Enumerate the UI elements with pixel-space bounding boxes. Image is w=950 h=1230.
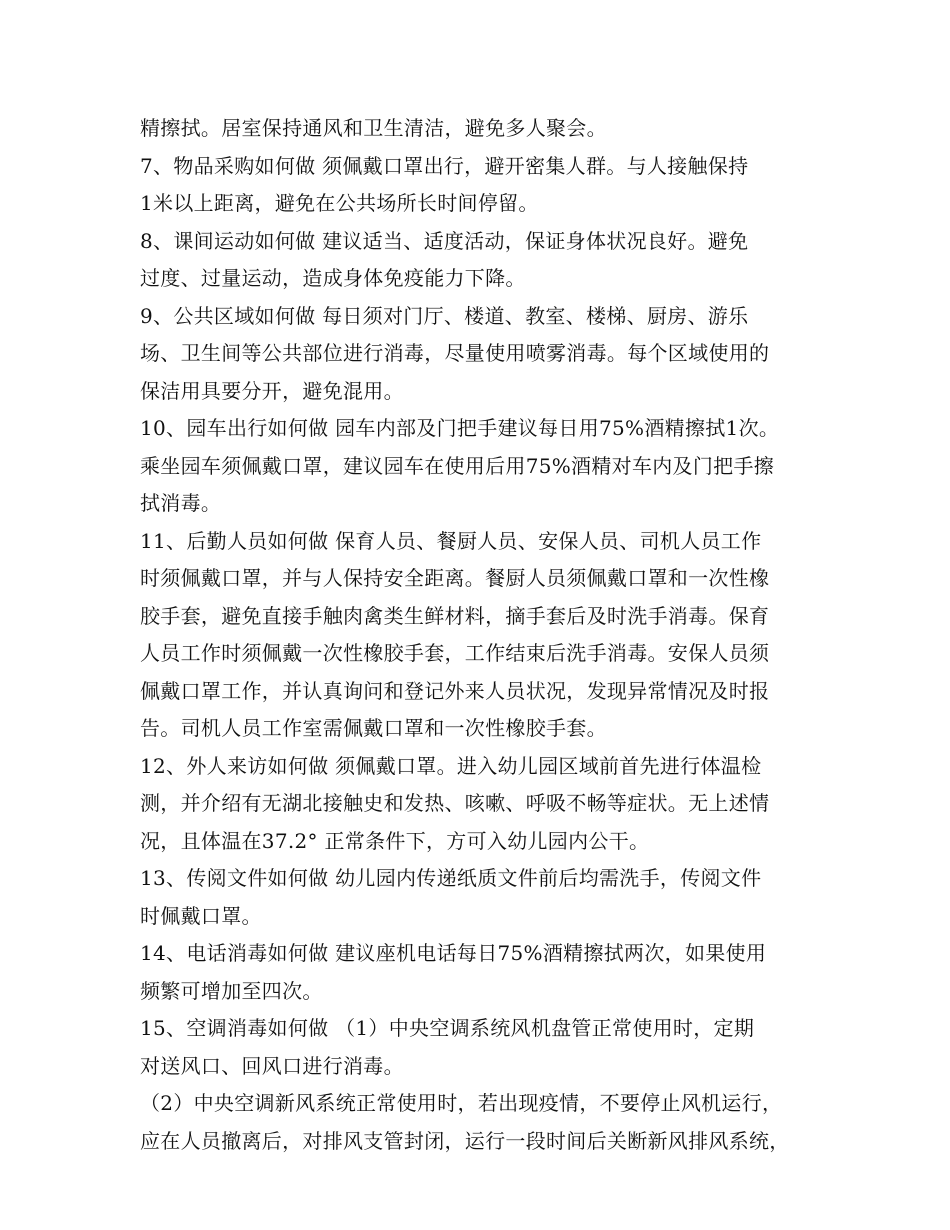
text-line: 场、卫生间等公共部位进行消毒，尽量使用喷雾消毒。每个区域使用的 (140, 341, 770, 365)
text-line: 11、后勤人员如何做 保育人员、餐厨人员、安保人员、司机人员工作 (140, 529, 762, 553)
text-line: 应在人员撤离后，对排风支管封闭，运行一段时间后关断新风排风系统， (140, 1129, 790, 1153)
text-line: 胶手套，避免直接手触肉禽类生鲜材料，摘手套后及时洗手消毒。保育 (140, 604, 770, 628)
text-line: 测，并介绍有无湖北接触史和发热、咳嗽、呼吸不畅等症状。无上述情 (140, 791, 770, 815)
text-line: 时佩戴口罩。 (140, 904, 262, 928)
text-line: 频繁可增加至四次。 (140, 979, 323, 1003)
text-line: 人员工作时须佩戴一次性橡胶手套，工作结束后洗手消毒。安保人员须 (140, 641, 770, 665)
text-line: 14、电话消毒如何做 建议座机电话每日75%酒精擦拭两次，如果使用 (140, 941, 767, 965)
text-line: 时须佩戴口罩，并与人保持安全距离。餐厨人员须佩戴口罩和一次性橡 (140, 566, 770, 590)
text-line: 过度、过量运动，造成身体免疫能力下降。 (140, 266, 526, 290)
text-line: 15、空调消毒如何做 （1）中央空调系统风机盘管正常使用时，定期 (140, 1016, 755, 1040)
text-line: 拭消毒。 (140, 491, 222, 515)
text-line: 7、物品采购如何做 须佩戴口罩出行，避开密集人群。与人接触保持 (140, 154, 749, 178)
text-line: 况，且体温在37.2° 正常条件下，方可入幼儿园内公干。 (140, 829, 650, 853)
text-line: 佩戴口罩工作，并认真询问和登记外来人员状况，发现异常情况及时报 (140, 679, 770, 703)
text-line: 9、公共区域如何做 每日须对门厅、楼道、教室、楼梯、厨房、游乐 (140, 304, 749, 328)
text-line: 保洁用具要分开，避免混用。 (140, 379, 404, 403)
text-line: 对送风口、回风口进行消毒。 (140, 1054, 404, 1078)
text-line: 13、传阅文件如何做 幼儿园内传递纸质文件前后均需洗手，传阅文件 (140, 866, 762, 890)
text-line: 告。司机人员工作室需佩戴口罩和一次性橡胶手套。 (140, 716, 607, 740)
text-line: 精擦拭。居室保持通风和卫生清洁，避免多人聚会。 (140, 116, 607, 140)
text-line: （2）中央空调新风系统正常使用时，若出现疫情，不要停止风机运行， (140, 1091, 783, 1115)
text-line: 12、外人来访如何做 须佩戴口罩。进入幼儿园区域前首先进行体温检 (140, 754, 762, 778)
text-line: 8、课间运动如何做 建议适当、适度活动，保证身体状况良好。避免 (140, 229, 749, 253)
text-line: 10、园车出行如何做 园车内部及门把手建议每日用75%酒精擦拭1次。 (140, 416, 780, 440)
text-line: 1米以上距离，避免在公共场所长时间停留。 (140, 191, 539, 215)
text-line: 乘坐园车须佩戴口罩，建议园车在使用后用75%酒精对车内及门把手擦 (140, 454, 775, 478)
